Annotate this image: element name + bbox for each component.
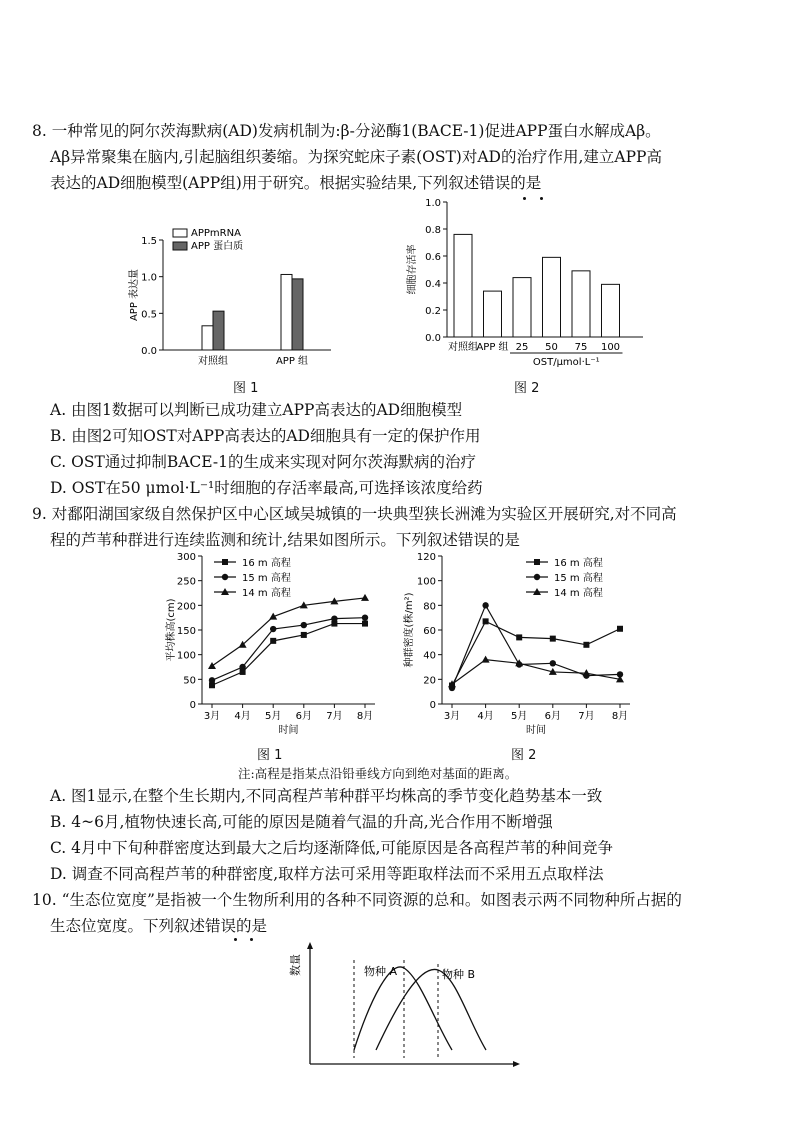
legend-marker [222, 574, 228, 580]
bar-survival-rate [602, 284, 620, 337]
y-tick-label: 100 [416, 576, 436, 588]
series-line-circle [212, 618, 365, 681]
data-point-square [617, 626, 623, 632]
x-tick-label: 3月 [203, 711, 221, 722]
x-tick-label: 50 [545, 342, 558, 353]
data-point-triangle [361, 594, 369, 601]
q8-stem-line-3: 表达的AD细胞模型(APP组)用于研究。根据实验结果,下列叙述错误的是 [50, 174, 542, 192]
y-tick-label: 250 [176, 576, 196, 588]
y-tick-label: 0 [429, 700, 436, 711]
x-tick-label: 6月 [295, 711, 312, 722]
legend-swatch [173, 242, 187, 250]
y-tick-label: 0.4 [425, 279, 441, 290]
q8-option-b: B. 由图2可知OST对APP高表达的AD细胞具有一定的保护作用 [50, 427, 481, 445]
data-point-square [550, 636, 556, 642]
data-point-square [270, 638, 276, 644]
x-tick-label: 8月 [356, 711, 374, 722]
species-b-label: 物种 B [442, 968, 476, 981]
bar-app-protein [213, 311, 224, 350]
q9-stem-line-2: 程的芦苇种群进行连续监测和统计,结果如图所示。下列叙述错误的是 [50, 531, 520, 549]
x-tick-label: 25 [515, 342, 529, 353]
q9-note: 注:高程是指某点沿铅垂线方向到绝对基面的距离。 [238, 766, 518, 781]
legend-label: 15 m 高程 [554, 573, 603, 584]
legend-label: 16 m 高程 [242, 558, 291, 569]
x-axis-label: 时间 [278, 725, 299, 736]
x-tick-label: 75 [574, 342, 588, 353]
y-axis-label: 平均株高(cm) [166, 598, 177, 662]
legend-label: 14 m 高程 [554, 588, 603, 599]
series-line-triangle [452, 660, 620, 685]
bar-app-protein [292, 279, 303, 350]
y-axis-label: 种群密度(株/m²) [404, 592, 415, 668]
data-point-square [483, 618, 489, 624]
y-tick-label: 0 [189, 700, 196, 711]
x-tick-label: 对照组 [198, 356, 228, 367]
series-line-triangle [212, 598, 365, 666]
q9-option-c: C. 4月中下旬种群密度达到最大之后均逐渐降低,可能原因是各高程芦苇的种间竞争 [50, 839, 613, 857]
x-tick-label: APP 组 [476, 342, 509, 353]
x-tick-label: 100 [600, 342, 621, 353]
q9-fig1-caption: 图 1 [257, 748, 283, 763]
q9-option-b: B. 4~6月,植物快速长高,可能的原因是随着气温的升高,光合作用不断增强 [50, 813, 553, 831]
data-point-square [301, 632, 307, 638]
x-tick-label: 6月 [544, 711, 561, 722]
legend-label: APPmRNA [191, 228, 241, 239]
y-tick-label: 40 [423, 650, 436, 662]
data-point-square [583, 642, 589, 648]
q8-fig1-caption: 图 1 [233, 381, 259, 396]
y-axis-label: 细胞存活率 [407, 244, 418, 295]
bar-survival-rate [543, 257, 561, 337]
legend-marker [222, 559, 228, 565]
bar-appmrna [281, 274, 292, 350]
y-tick-label: 0.0 [141, 346, 157, 357]
series-line-square [212, 624, 365, 686]
x-tick-label: 7月 [326, 711, 343, 722]
x-tick-label: 5月 [265, 711, 282, 722]
data-point-triangle [482, 656, 490, 663]
x-tick-label: 对照组 [448, 342, 478, 353]
y-tick-label: 100 [176, 650, 196, 662]
bar-appmrna [202, 326, 213, 350]
q9-stem-line-1: 9. 对鄱阳湖国家级自然保护区中心区域吴城镇的一块典型狭长洲滩为实验区开展研究,对不同高 [32, 505, 677, 523]
x-tick-label: 4月 [477, 711, 494, 722]
data-point-circle [301, 622, 307, 628]
data-point-triangle [208, 662, 216, 669]
q8-option-c: C. OST通过抑制BACE-1的生成来实现对阿尔茨海默病的治疗 [50, 453, 476, 471]
q9-fig2-caption: 图 2 [511, 748, 537, 763]
data-point-square [516, 634, 522, 640]
q10-stem-line-1: 10. “生态位宽度”是指被一个生物所利用的各种不同资源的总和。如图表示两不同物种所占据的 [32, 891, 682, 909]
y-tick-label: 200 [176, 601, 196, 613]
x-tick-label: 4月 [234, 711, 251, 722]
species-a-curve [354, 967, 452, 1050]
y-tick-label: 0.2 [425, 306, 441, 317]
q8-fig2-caption: 图 2 [514, 381, 540, 396]
emphasis-dot [234, 938, 237, 941]
q10-y-arrow [307, 942, 313, 949]
legend-label: 16 m 高程 [554, 558, 603, 569]
data-point-circle [209, 677, 215, 683]
y-tick-label: 1.5 [141, 236, 157, 247]
y-tick-label: 150 [176, 626, 196, 637]
y-tick-label: 1.0 [141, 272, 157, 284]
x-tick-label: 5月 [511, 711, 528, 722]
bar-survival-rate [484, 291, 502, 337]
series-line-circle [452, 605, 620, 688]
q8-fig1-chart [125, 222, 345, 372]
y-tick-label: 80 [423, 601, 436, 613]
q9-fig1-chart [160, 548, 385, 738]
y-tick-label: 0.5 [141, 309, 157, 321]
species-a-label: 物种 A [364, 965, 398, 978]
q10-stem-line-2: 生态位宽度。下列叙述错误的是 [50, 917, 268, 935]
q8-option-a: A. 由图1数据可以判断已成功建立APP高表达的AD细胞模型 [50, 401, 463, 419]
data-point-circle [331, 615, 337, 621]
legend-marker [534, 559, 540, 565]
q8-stem-line-2: Aβ异常聚集在脑内,引起脑组织萎缩。为探究蛇床子素(OST)对AD的治疗作用,建立APP高 [50, 148, 662, 166]
emphasis-dot [250, 938, 253, 941]
q9-option-a: A. 图1显示,在整个生长期内,不同高程芦苇种群平均株高的季节变化趋势基本一致 [50, 787, 603, 805]
q9-option-d: D. 调查不同高程芦苇的种群密度,取样方法可采用等距取样法而不采用五点取样法 [50, 865, 604, 883]
q8-stem-line-1: 8. 一种常见的阿尔茨海默病(AD)发病机制为:β-分泌酶1(BACE-1)促进APP蛋白水解成Aβ。 [32, 122, 661, 140]
y-tick-label: 0.8 [425, 225, 441, 236]
y-tick-label: 20 [423, 675, 436, 687]
bar-survival-rate [513, 278, 531, 337]
y-tick-label: 0.0 [425, 333, 441, 344]
y-tick-label: 120 [416, 552, 436, 563]
legend-label: APP 蛋白质 [191, 241, 244, 252]
data-point-square [362, 621, 368, 627]
bar-survival-rate [454, 234, 472, 337]
x-tick-label: APP 组 [275, 356, 309, 367]
legend-marker [534, 574, 540, 580]
legend-label: 14 m 高程 [242, 588, 291, 599]
x-axis-label: 时间 [526, 725, 546, 736]
x-axis-label: OST/μmol·L⁻¹ [532, 357, 600, 368]
x-tick-label: 8月 [611, 711, 629, 722]
data-point-circle [239, 664, 245, 670]
x-tick-label: 3月 [443, 711, 461, 722]
q9-fig2-chart [402, 548, 642, 738]
y-tick-label: 0.6 [425, 252, 441, 263]
data-point-circle [362, 614, 368, 620]
q8-option-d: D. OST在50 μmol·L⁻¹时细胞的存活率最高,可选择该浓度给药 [50, 479, 483, 497]
y-axis-label: APP 表达量 [129, 268, 140, 322]
y-tick-label: 300 [176, 552, 196, 563]
legend-label: 15 m 高程 [242, 573, 291, 584]
y-tick-label: 1.0 [425, 198, 441, 209]
data-point-circle [550, 660, 556, 666]
q10-x-arrow [513, 1061, 520, 1067]
q8-fig2-chart [395, 192, 655, 372]
q10-ylabel: 数量 [289, 954, 302, 976]
q10-niche-figure [289, 940, 522, 1072]
y-tick-label: 50 [183, 675, 196, 687]
x-tick-label: 7月 [578, 711, 595, 722]
legend-swatch [173, 229, 187, 237]
data-point-circle [482, 602, 488, 608]
y-tick-label: 60 [423, 626, 436, 637]
data-point-circle [270, 626, 276, 632]
bar-survival-rate [572, 271, 590, 337]
